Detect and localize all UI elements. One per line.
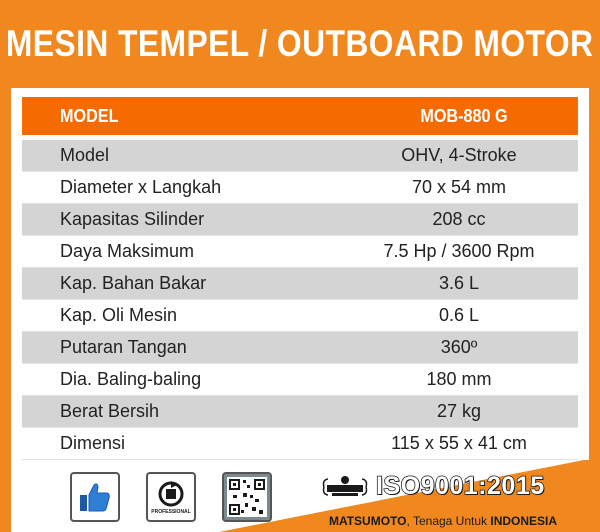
table-header <box>22 97 578 135</box>
spec-value: 360º <box>440 337 478 357</box>
spec-value: 0.6 L <box>438 305 480 325</box>
table-row <box>22 428 578 460</box>
footer-tagline <box>286 514 600 528</box>
spec-table <box>22 140 578 460</box>
spec-label: Diameter x Langkah <box>60 177 222 197</box>
best-product-seal-icon <box>320 474 370 500</box>
spec-value: 27 kg <box>436 401 482 421</box>
footer-country: INDONESIA <box>490 514 558 528</box>
spec-value: OHV, 4-Stroke <box>401 145 517 165</box>
header-label: MODEL <box>60 105 119 126</box>
spec-label: Putaran Tangan <box>60 337 187 357</box>
rotation-icon <box>156 479 186 509</box>
title-bar <box>0 0 600 88</box>
table-row <box>22 204 578 236</box>
spec-value: 70 x 54 mm <box>411 177 507 197</box>
thumbs-up-icon <box>70 472 120 522</box>
spec-label: Dimensi <box>60 433 126 453</box>
spec-label: Kap. Oli Mesin <box>60 305 178 325</box>
spec-value: 180 mm <box>426 369 492 389</box>
spec-label: Model <box>60 145 110 165</box>
badge-group <box>70 472 272 522</box>
spec-label: Kapasitas Silinder <box>60 209 205 229</box>
page-title: MESIN TEMPEL / OUTBOARD MOTOR <box>6 23 594 64</box>
spec-label: Berat Bersih <box>60 401 160 421</box>
table-row <box>22 236 578 268</box>
table-row <box>22 396 578 428</box>
footer-tagline-text: , Tenaga Untuk <box>406 514 491 528</box>
iso-label: ISO9001:2015 <box>376 472 545 500</box>
table-row <box>22 332 578 364</box>
header-model-value: MOB-880 G <box>420 105 508 126</box>
spec-value: 3.6 L <box>438 273 480 293</box>
table-row <box>22 268 578 300</box>
table-row <box>22 172 578 204</box>
table-row <box>22 140 578 172</box>
spec-label: Dia. Baling-baling <box>60 369 202 389</box>
spec-value: 208 cc <box>432 209 486 229</box>
qr-code-icon <box>222 472 272 522</box>
table-row <box>22 364 578 396</box>
iso-certification <box>320 472 545 501</box>
spec-label: Kap. Bahan Bakar <box>60 273 207 293</box>
professional-label: PROFESSIONAL <box>151 509 191 515</box>
footer-brand: MATSUMOTO <box>328 514 407 528</box>
professional-badge <box>146 472 196 522</box>
spec-label: Daya Maksimum <box>60 241 195 261</box>
spec-value: 7.5 Hp / 3600 Rpm <box>383 241 535 261</box>
spec-value: 115 x 55 x 41 cm <box>391 433 527 453</box>
table-row <box>22 300 578 332</box>
